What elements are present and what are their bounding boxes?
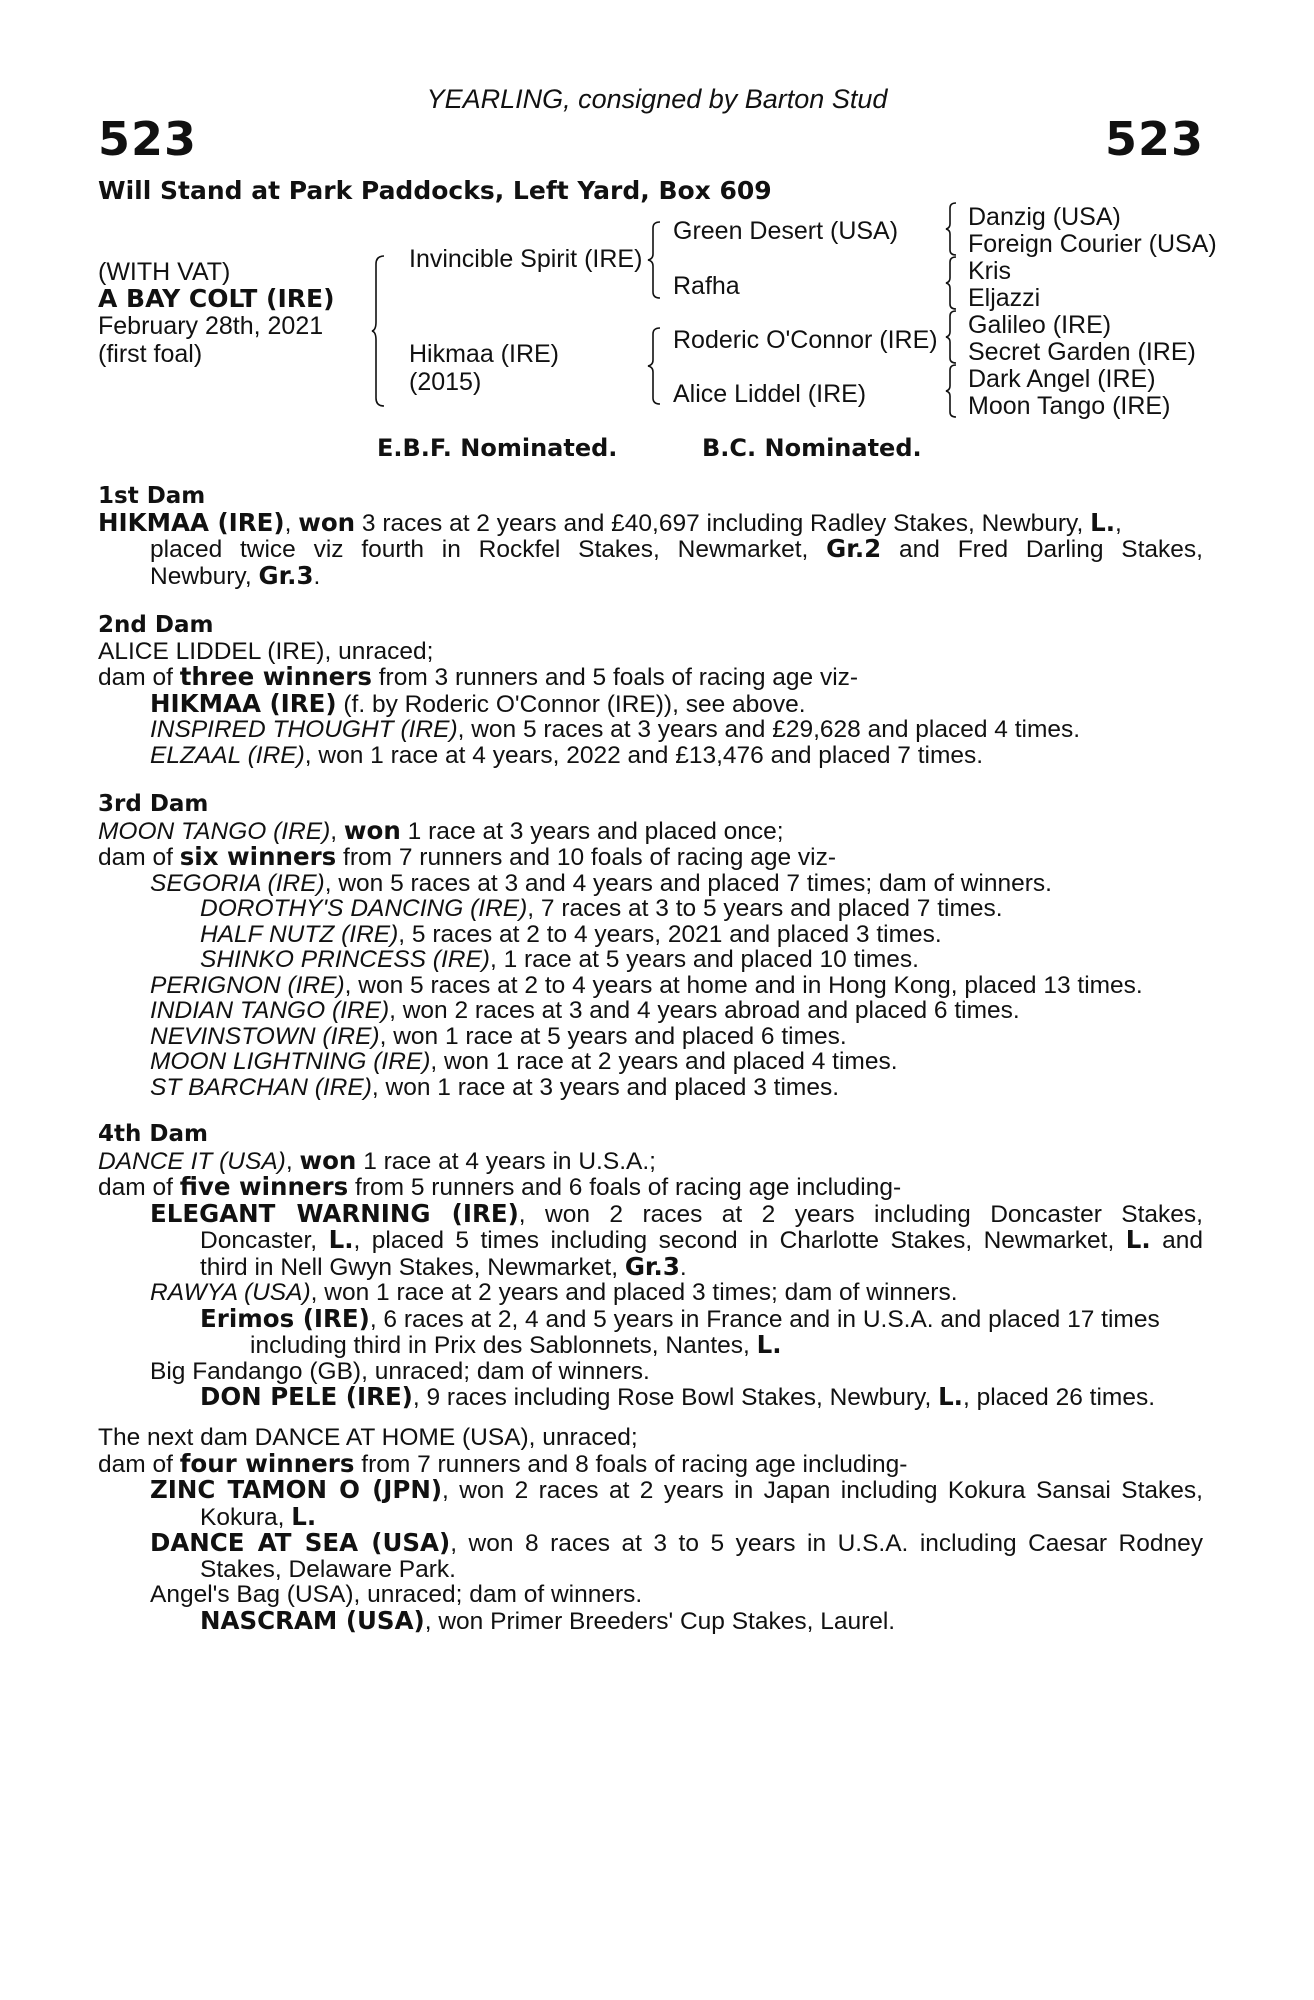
pedigree-bracket-g4 <box>946 365 958 417</box>
produce-row: ELZAAL (IRE), won 1 race at 4 years, 2022 and £13,476 and placed 7 times. <box>150 741 984 769</box>
pedigree-dam-sire: Roderic O'Connor (IRE) <box>673 326 938 354</box>
next-dam-section: The next dam DANCE AT HOME (USA), unraced; dam of four winners from 7 runners and 8 foals of racing age including- ZINC TAMON O (JPN), won 2 races at 2 years in Japan including Kokura Sansai Stakes, Kokura, L. DANCE AT SEA (USA), won 8 races at 3 to 5 years in U.S.A. including Caesar Rodney Stakes, Delaware Park. Angel's Bag (USA), unraced; dam of winners. NASCRAM (USA), won Primer Breeders' Cup Stakes, Laurel. <box>98 1424 1203 1635</box>
pedigree-dam-dam: Alice Liddel (IRE) <box>673 380 867 408</box>
listed-badge: L. <box>1090 507 1115 537</box>
produce-row: NEVINSTOWN (IRE), won 1 race at 5 years and placed 6 times. <box>150 1022 847 1050</box>
produce-row: PERIGNON (IRE), won 5 races at 2 to 4 years at home and in Hong Kong, placed 13 times. <box>150 971 1143 999</box>
lot-number-left: 523 <box>98 112 198 166</box>
ebf-nomination: E.B.F. Nominated. <box>377 434 618 462</box>
produce-row: HALF NUTZ (IRE), 5 races at 2 to 4 years, 2021 and placed 3 times. <box>200 920 942 948</box>
fourth-dam-heading: 4th Dam <box>98 1121 208 1147</box>
fourth-dam-section: 4th Dam DANCE IT (USA), won 1 race at 4 years in U.S.A.; dam of five winners from 5 runners and 6 foals of racing age including- ELEGANT WARNING (IRE), won 2 races at 2 years including Doncaster Stakes, Doncaster, L., placed 5 times including second in Charlotte Stakes, Newmarket, L. and third in Nell Gwyn Stakes, Newmarket, Gr.3. RAWYA (USA), won 1 race at 2 years and placed 3 times; dam of winners. Erimos (IRE), 6 races at 2, 4 and 5 years in France and in U.S.A. and placed 17 times including third in Prix des Sablonnets, Nantes, L. Big Fandango (GB), unraced; dam of winners. DON PELE (IRE), 9 races including Rose Bowl Stakes, Newbury, L., placed 26 times. <box>98 1121 1203 1411</box>
vat-note: (WITH VAT) <box>98 258 231 286</box>
produce-row: DANCE AT SEA (USA), won 8 races at 3 to 5 years in U.S.A. including Caesar Rodney <box>150 1528 1203 1557</box>
pedigree-g8: Moon Tango (IRE) <box>968 392 1171 420</box>
pedigree-sire: Invincible Spirit (IRE) <box>409 245 643 273</box>
pedigree-bracket-g1 <box>946 203 958 255</box>
pedigree-g3: Kris <box>968 257 1012 285</box>
produce-row: HIKMAA (IRE) (f. by Roderic O'Connor (IRE)), see above. <box>150 688 806 718</box>
pedigree-g6: Secret Garden (IRE) <box>968 338 1196 366</box>
pedigree-bracket-g2 <box>946 257 958 309</box>
second-dam-section: 2nd Dam ALICE LIDDEL (IRE), unraced; dam of three winners from 3 runners and 5 foals of racing age viz- HIKMAA (IRE) (f. by Roderic O'Connor (IRE)), see above. INSPIRED THOUGHT (IRE), won 5 races at 3 years and £29,628 and placed 4 times. ELZAAL (IRE), won 1 race at 4 years, 2022 and £13,476 and placed 7 times. <box>98 613 1203 768</box>
foal-note: (first foal) <box>98 340 203 368</box>
pedigree-dam-year: (2015) <box>409 368 482 396</box>
pedigree-sire-sire: Green Desert (USA) <box>673 217 899 245</box>
first-dam-won: won <box>298 507 356 537</box>
stand-location: Will Stand at Park Paddocks, Left Yard, Box 609 <box>98 176 772 205</box>
pedigree-g4: Eljazzi <box>968 284 1041 312</box>
pedigree-g5: Galileo (IRE) <box>968 311 1112 339</box>
group3-badge: Gr.3 <box>258 560 314 590</box>
produce-row: SEGORIA (IRE), won 5 races at 3 and 4 years and placed 7 times; dam of winners. <box>150 869 1052 897</box>
first-dam-section: 1st Dam HIKMAA (IRE), won 3 races at 2 years and £40,697 including Radley Stakes, Newbury, L., placed twice viz fourth in Rockfel Stakes, Newmarket, Gr.2 and Fred Darling Stakes, Newbury, Gr.3. <box>98 483 1203 590</box>
pedigree-dam: Hikmaa (IRE) <box>409 340 560 368</box>
produce-row: Angel's Bag (USA), unraced; dam of winners. <box>150 1581 643 1608</box>
produce-row: DOROTHY'S DANCING (IRE), 7 races at 3 to 5 years and placed 7 times. <box>200 895 1003 922</box>
pedigree-sire-dam: Rafha <box>673 272 740 300</box>
pedigree-bracket-dam <box>648 328 662 404</box>
produce-row: RAWYA (USA), won 1 race at 2 years and placed 3 times; dam of winners. <box>150 1279 958 1306</box>
pedigree-g1: Danzig (USA) <box>968 203 1121 231</box>
pedigree-bracket-sire <box>648 222 662 298</box>
pedigree-g2: Foreign Courier (USA) <box>968 230 1217 258</box>
consignment-title: YEARLING, consigned by Barton Stud <box>426 84 888 114</box>
produce-row: ST BARCHAN (IRE), won 1 race at 3 years and placed 3 times. <box>150 1073 840 1101</box>
first-dam-heading: 1st Dam <box>98 483 206 509</box>
produce-row: MOON LIGHTNING (IRE), won 1 race at 2 years and placed 4 times. <box>150 1048 898 1075</box>
second-dam-line: ALICE LIDDEL (IRE), unraced; <box>98 637 434 665</box>
lot-number-right: 523 <box>1104 112 1204 166</box>
produce-row: Big Fandango (GB), unraced; dam of winners. <box>150 1357 650 1385</box>
bc-nomination: B.C. Nominated. <box>702 434 922 462</box>
group2-badge: Gr.2 <box>826 534 882 563</box>
produce-row: NASCRAM (USA), won Primer Breeders' Cup Stakes, Laurel. <box>200 1605 896 1635</box>
pedigree-g7: Dark Angel (IRE) <box>968 365 1156 393</box>
third-dam-section: 3rd Dam MOON TANGO (IRE), won 1 race at 3 years and placed once; dam of six winners from 7 runners and 10 foals of racing age viz- SEGORIA (IRE), won 5 races at 3 and 4 years and placed 7 times; dam of winners. DOROTHY'S DANCING (IRE), 7 races at 3 to 5 years and placed 7 times. HALF NUTZ (IRE), 5 races at 2 to 4 years, 2021 and placed 3 times. SHINKO PRINCESS (IRE), 1 race at 5 years and placed 10 times. PERIGNON (IRE), won 5 races at 2 to 4 years at home and in Hong Kong, placed 13 times. INDIAN TANGO (IRE), won 2 races at 3 and 4 years abroad and placed 6 times. NEVINSTOWN (IRE), won 1 race at 5 years and placed 6 times. MOON LIGHTNING (IRE), won 1 race at 2 years and placed 4 times. ST BARCHAN (IRE), won 1 race at 3 years and placed 3 times. <box>98 792 1203 1100</box>
produce-row: ELEGANT WARNING (IRE), won 2 races at 2 years including Doncaster Stakes, <box>150 1198 1203 1228</box>
produce-row: DON PELE (IRE), 9 races including Rose Bowl Stakes, Newbury, L., placed 26 times. <box>200 1382 1156 1411</box>
produce-row: INDIAN TANGO (IRE), won 2 races at 3 and 4 years abroad and placed 6 times. <box>150 997 1020 1024</box>
produce-row: ZINC TAMON O (JPN), won 2 races at 2 years in Japan including Kokura Sansai Stakes, <box>150 1475 1203 1504</box>
third-dam-heading: 3rd Dam <box>98 791 209 817</box>
pedigree-bracket-g3 <box>946 311 958 363</box>
pedigree-bracket-main <box>372 256 386 406</box>
foaling-date: February 28th, 2021 <box>98 312 324 340</box>
first-dam-name: HIKMAA (IRE) <box>98 507 285 537</box>
second-dam-heading: 2nd Dam <box>98 612 214 638</box>
produce-row: SHINKO PRINCESS (IRE), 1 race at 5 years and placed 10 times. <box>200 946 919 973</box>
produce-row: Erimos (IRE), 6 races at 2, 4 and 5 years in France and in U.S.A. and placed 17 times <box>200 1303 1160 1333</box>
horse-name: A BAY COLT (IRE) <box>98 284 335 313</box>
produce-row: INSPIRED THOUGHT (IRE), won 5 races at 3 years and £29,628 and placed 4 times. <box>150 716 1081 743</box>
